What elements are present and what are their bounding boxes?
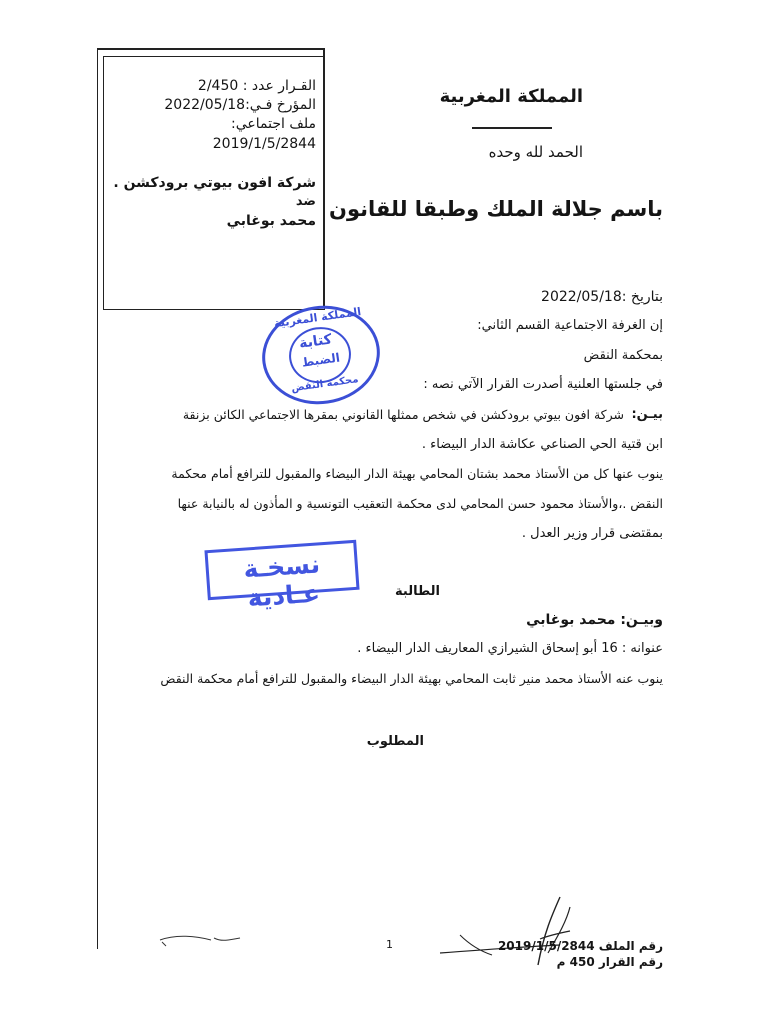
applicant-representation-2: النقض .،والأستاذ محمود حسن المحامي لدى محكمة التعقيب التونسية و المأذون له بالنيابة عنها	[177, 496, 663, 511]
applicant-label: الطالبة	[395, 584, 440, 599]
decision-date: المؤرخ فـي:2022/05/18	[164, 97, 316, 113]
between-line-1: شركة افون بيوتي برودكشن في شخص ممثلها القانوني بمقرها الاجتماعي الكائن بزنقة	[182, 407, 624, 422]
decision-number: القـرار عدد : 2/450	[197, 78, 316, 94]
file-number: 2019/1/5/2844	[212, 136, 316, 152]
stamp-top-text: المملكة المغربية	[273, 305, 362, 331]
footer-file-number: رقم الملف 2019/1/5/2844	[497, 939, 663, 953]
stamp-center-text-1: كتابة	[298, 331, 333, 352]
signature-left	[156, 928, 246, 958]
page-number: 1	[386, 938, 393, 951]
footer-decision-number: رقم القرار 450 م	[556, 955, 663, 969]
ordinary-copy-stamp	[204, 540, 359, 613]
right-vertical-rule	[323, 48, 325, 308]
invocation-title: باسم جلالة الملك وطبقا للقانون	[329, 197, 663, 221]
chamber-line: إن الغرفة الاجتماعية القسم الثاني:	[477, 318, 663, 333]
court-line: بمحكمة النقض	[583, 348, 663, 363]
respondent-representation: ينوب عنه الأستاذ محمد منير ثابت المحامي بهيئة الدار البيضاء والمقبول للترافع أمام محكمة النقض	[160, 671, 663, 686]
praise-line: الحمد لله وحده	[488, 143, 583, 161]
applicant-representation-3: بمقتضى قرار وزير العدل .	[521, 526, 663, 541]
copy-stamp-text: نسخـة عـادية	[242, 549, 321, 613]
session-line: في جلستها العلنية أصدرت القرار الآتي نصه :	[423, 377, 663, 392]
header-underline	[472, 127, 552, 129]
page-border-top	[97, 48, 324, 50]
kingdom-title: المملكة المغربية	[439, 86, 583, 107]
between-label: بيـن:	[631, 407, 663, 422]
applicant-representation-1: ينوب عنها كل من الأستاذ محمد بشتان المحامي بهيئة الدار البيضاء والمقبول للترافع أمام محكمة	[171, 466, 663, 481]
between-line-2: ابن قتية الحي الصناعي عكاشة الدار البيضاء .	[421, 437, 663, 452]
stamp-center-text-2: الضبط	[300, 350, 341, 370]
stamp-bottom-text: محكمة النقض	[290, 374, 360, 395]
respondent-label: المطلوب	[366, 734, 424, 749]
versus-label: ضد	[295, 194, 316, 209]
respondent-address: عنوانه : 16 أبو إسحاق الشيرازي المعاريف الدار البيضاء .	[357, 641, 663, 656]
party-applicant: شركة افون بيوتي برودكشن .	[113, 175, 316, 191]
date-line: بتاريخ :2022/05/18	[541, 289, 663, 305]
respondent-party-line: وبيـن: محمد بوغابي	[526, 612, 663, 628]
file-label: ملف اجتماعي:	[231, 116, 316, 132]
party-respondent: محمد بوغابي	[226, 213, 316, 229]
